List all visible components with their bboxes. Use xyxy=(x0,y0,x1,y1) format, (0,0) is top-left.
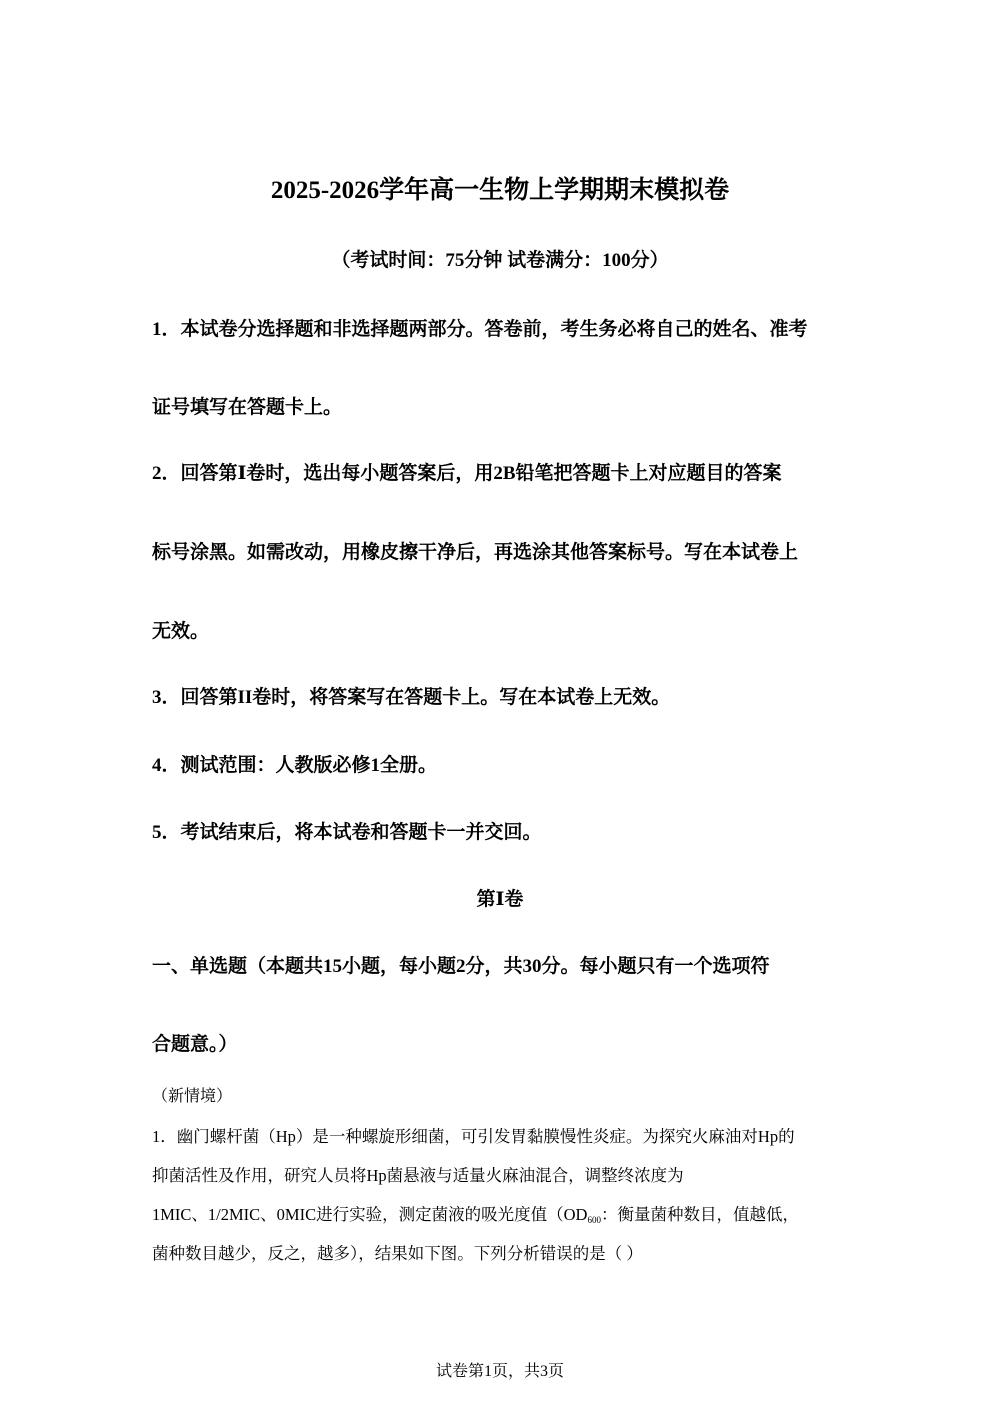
question-text: 1．幽门螺杆菌（Hp）是一种螺旋形细菌，可引发胃黏膜慢性炎症。为探究火麻油对Hp的 xyxy=(152,1127,795,1146)
instruction-line: 证号填写在答题卡上。 xyxy=(152,397,343,418)
instruction-line: 3．回答第II卷时，将答案写在答题卡上。写在本试卷上无效。 xyxy=(152,687,671,708)
question-text: 抑菌活性及作用，研究人员将Hp菌悬液与适量火麻油混合，调整终浓度为 xyxy=(152,1166,684,1185)
instruction-line: 2．回答第Ⅰ卷时，选出每小题答案后，用2B铅笔把答题卡上对应题目的答案 xyxy=(152,463,782,484)
question-text xyxy=(152,1201,799,1225)
instruction-line: 标号涂黑。如需改动，用橡皮擦干净后，再选涂其他答案标号。写在本试卷上 xyxy=(152,542,799,563)
instruction-line: 1．本试卷分选择题和非选择题两部分。答卷前，考生务必将自己的姓名、准考 xyxy=(152,319,808,340)
question-text-part: ：衡量菌种数目，值越低， xyxy=(600,1205,799,1224)
section-heading: 合题意。） xyxy=(152,1034,238,1055)
page-title: 2025-2026学年高一生物上学期期末模拟卷 xyxy=(270,177,730,204)
question-text: 菌种数目越少，反之，越多），结果如下图。下列分析错误的是（ ） xyxy=(152,1244,643,1263)
exam-info: （考试时间：75分钟 试卷满分：100分） xyxy=(331,250,669,271)
instruction-line: 4．测试范围：人教版必修1全册。 xyxy=(152,755,438,776)
section-heading: 一、单选题（本题共15小题，每小题2分，共30分。每小题只有一个选项符 xyxy=(152,956,770,977)
volume-heading: 第Ⅰ卷 xyxy=(476,889,524,910)
instruction-line: 5．考试结束后，将本试卷和答题卡一并交回。 xyxy=(152,822,542,843)
subscript: 600 xyxy=(587,1215,601,1225)
instruction-line: 无效。 xyxy=(152,621,210,642)
page-footer: 试卷第1页，共3页 xyxy=(435,1363,564,1380)
question-text-part: 1MIC、1/2MIC、0MIC进行实验，测定菌液的吸光度值（OD xyxy=(152,1205,588,1224)
context-tag: （新情境） xyxy=(152,1088,233,1105)
